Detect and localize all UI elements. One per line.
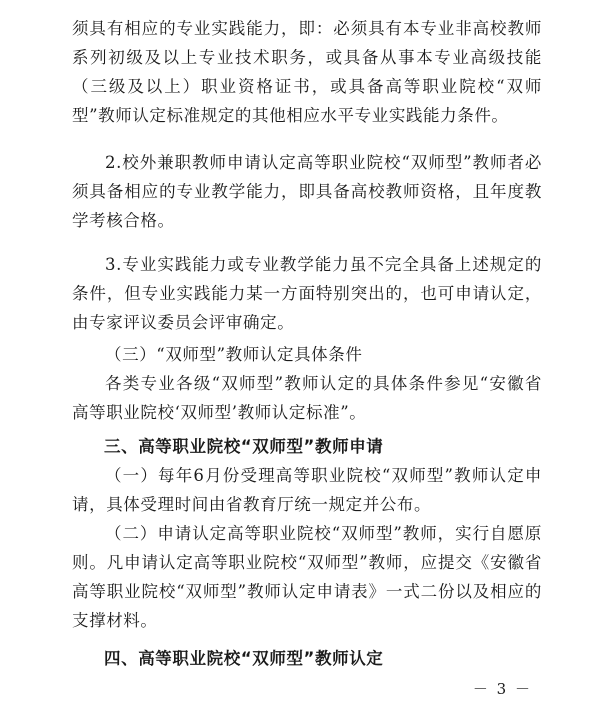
paragraph-practice-ability: 须具有相应的专业实践能力，即：必须具有本专业非高校教师系列初级及以上专业技术职务，或具备从事本专业高级技能（三级及以上）职业资格证书，或具备高等职业院校“双师型”教师认定标准规定的其他相应水平专业实践能力条件。	[72, 19, 542, 125]
paragraph-item-2: 2.校外兼职教师申请认定高等职业院校“双师型”教师者必须具备相应的专业教学能力，即具备高校教师资格，且年度教学考核合格。	[72, 153, 542, 230]
paragraph-item-3: 3.专业实践能力或专业教学能力虽不完全具备上述规定的条件，但专业实践能力某一方面特别突出的，也可申请认定，由专家评议委员会评审确定。	[72, 255, 542, 332]
page-number: － 3 －	[472, 680, 532, 698]
paragraph-specific-conditions: 各类专业各级“双师型”教师认定的具体条件参见“安徽省高等职业院校‘双师型’教师认定标准”。	[72, 374, 542, 422]
section-heading-4: 四、高等职业院校“双师型”教师认定	[104, 649, 384, 668]
paragraph-application-2: （二）申请认定高等职业院校“双师型”教师，实行自愿原则。凡申请认定高等职业院校“双师型”教师，应提交《安徽省高等职业院校“双师型”教师认定申请表》一式二份以及相应的支撑材料。	[72, 524, 542, 630]
paragraph-application-1: （一）每年6月份受理高等职业院校“双师型”教师认定申请，具体受理时间由省教育厅统一规定并公布。	[72, 466, 542, 514]
subheading-specific-conditions: （三）“双师型”教师认定具体条件	[105, 345, 363, 364]
section-heading-3: 三、高等职业院校“双师型”教师申请	[104, 437, 384, 456]
